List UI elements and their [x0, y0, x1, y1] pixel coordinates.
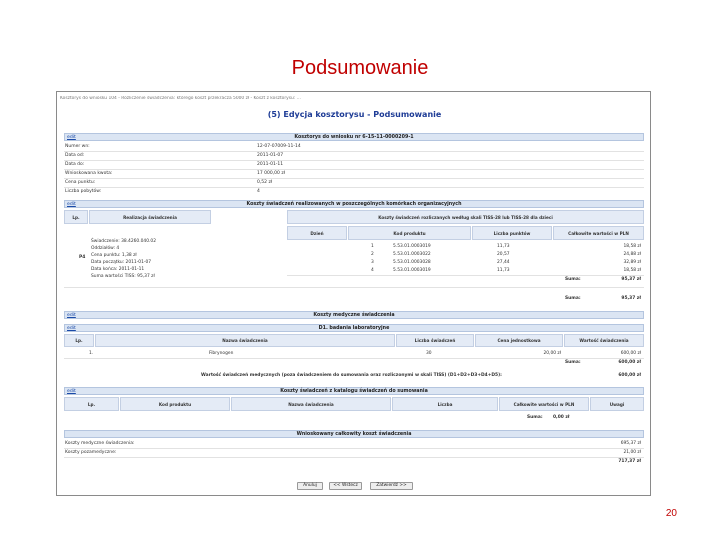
tiss-points: 27,44: [497, 260, 510, 265]
kosztorys-label: Data do:: [65, 162, 85, 167]
lab-col-wartosc: Wartość świadczenia: [564, 334, 644, 347]
kosztorys-label: Liczba pobytów:: [65, 189, 102, 194]
lab-col-liczba: Liczba świadczeń: [396, 334, 474, 347]
col-realizacja: Realizacja świadczenia: [89, 210, 211, 224]
catalog-col-nazwa: Nazwa świadczenia: [231, 397, 391, 411]
realized-total-label: Suma:: [565, 296, 581, 301]
lab-lp: 1.: [89, 351, 94, 356]
realized-detail: Data początku: 2011-01-07: [91, 260, 152, 265]
summary-title: Wnioskowany całkowity koszt świadczenia: [296, 432, 412, 437]
summary-value: 21,00 zł: [623, 450, 641, 455]
kosztorys-value: 2011-01-07: [257, 153, 284, 158]
summary-label: Koszty pozamedyczne:: [65, 450, 117, 455]
summary-header: [64, 430, 644, 438]
summary-label: Koszty medyczne świadczenia:: [65, 441, 135, 446]
kosztorys-title: Kosztorys do wniosku nr 6-15-11-0000209-1: [294, 135, 414, 140]
medical-header: [64, 311, 644, 319]
lab-name: Fibrynogen: [209, 351, 234, 356]
realized-detail: Data końca: 2011-01-11: [91, 267, 145, 272]
summary-value: 695,37 zł: [620, 441, 641, 446]
realized-detail: Cena punktu: 1,38 zł: [91, 253, 137, 258]
kosztorys-edit-link[interactable]: edit: [67, 135, 76, 140]
catalog-col-liczba: Liczba: [392, 397, 498, 411]
lab-total-label: Wartość świadczeń medycznych (poza świadczeniem do sumowania oraz rozliczonymi w skali TISS) (D1+D2+D3+D4+D5):: [201, 373, 502, 378]
realized-edit-link[interactable]: edit: [67, 202, 76, 207]
catalog-col-lp: Lp.: [64, 397, 119, 411]
slide-title: Podsumowanie: [291, 57, 429, 79]
col-lp: Lp.: [64, 210, 88, 224]
submit-button[interactable]: Zatwierdź >>: [370, 482, 413, 490]
kosztorys-label: Data od:: [65, 153, 85, 158]
lab-col-cena: Cena jednostkowa: [475, 334, 563, 347]
catalog-col-uwagi: Uwagi: [590, 397, 644, 411]
lab-suma-label: Suma:: [565, 360, 581, 365]
catalog-suma-label: Suma:: [527, 415, 543, 420]
lab-suma-value: 600,00 zł: [618, 360, 641, 365]
col-koszty-tiss: Koszty świadczeń rozliczanych według skali TISS-28 lub TISS-28 dla dzieci: [287, 210, 644, 224]
tiss-day: 4: [371, 268, 374, 273]
lab-count: 30: [426, 351, 432, 356]
kosztorys-label: Wnioskowana kwota:: [65, 171, 113, 176]
col-liczba-punktow: Liczba punktów: [472, 226, 552, 240]
catalog-col-wartosc: Całkowite wartości w PLN: [499, 397, 589, 411]
tiss-suma-value: 95,37 zł: [621, 277, 641, 282]
kosztorys-value: 12-07-07009-11-14: [257, 144, 301, 149]
kosztorys-label: Numer wn:: [65, 144, 90, 149]
tiss-suma-label: Suma:: [565, 277, 581, 282]
catalog-header: [64, 387, 644, 395]
col-kod-produktu: Kod produktu: [348, 226, 471, 240]
tiss-points: 11,73: [497, 244, 510, 249]
tiss-value: 24,88 zł: [623, 252, 641, 257]
tiss-value: 18,58 zł: [623, 268, 641, 273]
page-title: (5) Edycja kosztorysu - Podsumowanie: [267, 110, 442, 119]
lab-edit-link[interactable]: edit: [67, 326, 76, 331]
lab-title: D1. badania laboratoryjne: [318, 326, 390, 331]
lab-value: 600,00 zł: [620, 351, 641, 356]
lab-header: [64, 324, 644, 332]
tiss-points: 20,57: [497, 252, 510, 257]
lab-price: 20,00 zł: [543, 351, 561, 356]
kosztorys-value: 17 000,00 zł: [257, 171, 285, 176]
realized-lp: P4: [79, 255, 86, 260]
slide-number: 20: [665, 508, 677, 519]
tiss-code: 5.53.01.0003022: [393, 252, 431, 257]
lab-total-value: 600,00 zł: [618, 373, 641, 378]
medical-edit-link[interactable]: edit: [67, 313, 76, 318]
kosztorys-label: Cena punktu:: [65, 180, 96, 185]
kosztorys-value: 2011-01-11: [257, 162, 284, 167]
tiss-value: 32,89 zł: [623, 260, 641, 265]
realized-detail: Oddziałów: 4: [91, 246, 120, 251]
tiss-day: 3: [371, 260, 374, 265]
kosztorys-value: 0,52 zł: [257, 180, 273, 185]
catalog-title: Koszty świadczeń z katalogu świadczeń do sumowania: [280, 389, 428, 394]
catalog-edit-link[interactable]: edit: [67, 389, 76, 394]
col-dzien: Dzień: [287, 226, 347, 240]
catalog-suma-value: 0,00 zł: [553, 415, 570, 420]
realized-total-value: 95,37 zł: [621, 296, 641, 301]
cancel-button[interactable]: Anuluj: [297, 482, 323, 490]
realized-detail: Suma wartości TISS: 95,37 zł: [91, 274, 155, 279]
medical-title: Koszty medyczne świadczenia: [313, 313, 395, 318]
tiss-day: 1: [371, 244, 374, 249]
tiss-code: 5.53.01.0003028: [393, 260, 431, 265]
kosztorys-header: [64, 133, 644, 141]
realized-detail: Świadczenie: 38.4260.040.02: [91, 239, 156, 244]
lab-col-nazwa: Nazwa świadczenia: [95, 334, 395, 347]
tiss-value: 18,58 zł: [623, 244, 641, 249]
tiss-code: 5.53.01.0003019: [393, 244, 431, 249]
tiss-day: 2: [371, 252, 374, 257]
tiss-code: 5.53.01.0003019: [393, 268, 431, 273]
kosztorys-value: 4: [257, 189, 260, 194]
col-wartosc: Całkowite wartości w PLN: [553, 226, 644, 240]
lab-col-lp: Lp.: [64, 334, 94, 347]
realized-header: [64, 200, 644, 208]
tiss-points: 11,73: [497, 268, 510, 273]
breadcrumb: Kosztorys do wniosku 104 - Rozliczenie świadczenia: którego koszt przekracza 5000 zł - Koszt z kosztorysu: ...: [60, 96, 301, 101]
back-button[interactable]: << Wstecz: [329, 482, 362, 490]
summary-total-value: 717,37 zł: [618, 459, 641, 464]
screenshot-frame: [56, 91, 651, 496]
realized-title: Koszty świadczeń realizowanych w poszczególnych komórkach organizacyjnych: [246, 202, 462, 207]
catalog-col-kod: Kod produktu: [120, 397, 230, 411]
